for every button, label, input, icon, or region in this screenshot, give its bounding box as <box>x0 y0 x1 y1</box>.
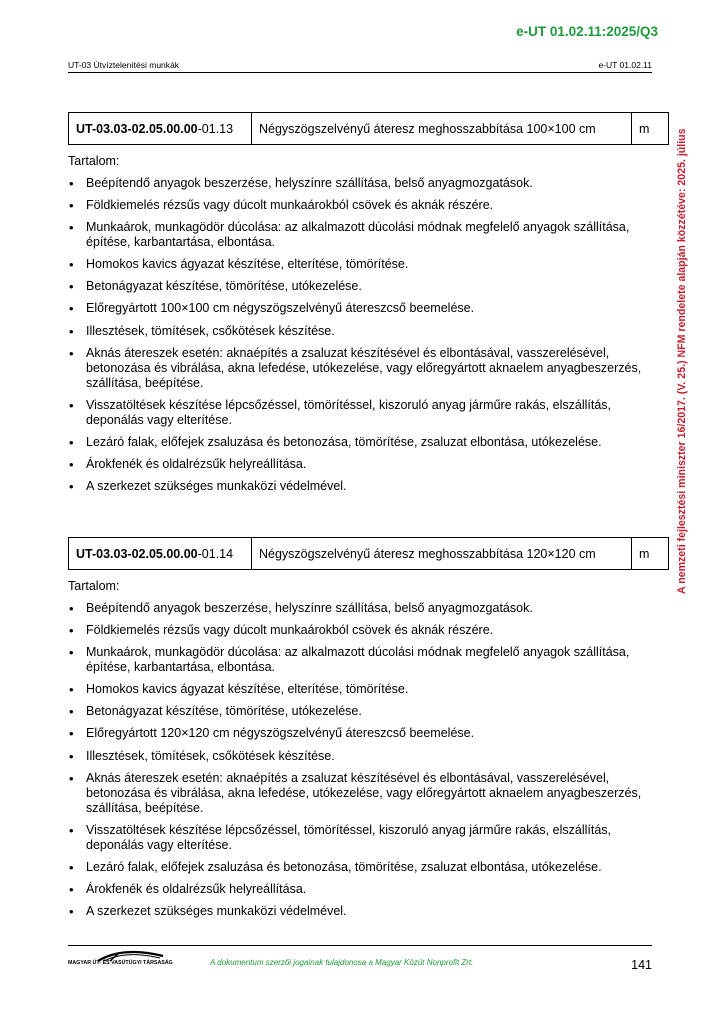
list-item: • Visszatöltések készítése lépcsőzéssel, tömörítéssel, kiszoruló anyag járműre rakás, elszállítás, deponálás vagy elterítése. <box>68 398 658 428</box>
item-code-bold: UT-03.03-02.05.00.00 <box>76 121 198 136</box>
list-item: • Aknás átereszek esetén: aknaépítés a zsaluzat készítésével és elbontásával, vasszerelésével, betonozása és vibrálása, akna lefedése, utókezelése, vagy előregyártott aknaelem anyagbeszerzés, szállítása, beépítése. <box>68 346 658 391</box>
item-code-suffix: -01.14 <box>197 546 234 561</box>
page-number: 141 <box>631 958 652 972</box>
document-code: e-UT 01.02.11:2025/Q3 <box>516 24 658 39</box>
list-item: • A szerkezet szükséges munkaközi védelmével. <box>68 904 658 919</box>
footer-divider <box>68 945 652 946</box>
list-item: • Homokos kavics ágyazat készítése, elterítése, tömörítése. <box>68 257 658 272</box>
list-item: • Illesztések, tömítések, csőkötések készítése. <box>68 324 658 339</box>
list-item: • Betonágyazat készítése, tömörítése, utókezelése. <box>68 279 658 294</box>
content-list-1 <box>68 176 658 501</box>
list-item: • Illesztések, tömítések, csőkötések készítése. <box>68 749 658 764</box>
item-code-bold: UT-03.03-02.05.00.00 <box>76 546 198 561</box>
chapter-header: UT-03 Útvíztelenítési munkák <box>68 60 180 70</box>
item-description: Négyszögszelvényű áteresz meghosszabbítása 100×100 cm <box>252 113 632 145</box>
list-item: • Munkaárok, munkagödör dúcolása: az alkalmazott dúcolási módnak megfelelő anyagok szállítása, építése, karbantartása, elbontása. <box>68 220 658 250</box>
list-item: • Lezáró falak, előfejek zsaluzása és betonozása, tömörítése, zsaluzat elbontása, utókezelése. <box>68 435 658 450</box>
list-item: • Lezáró falak, előfejek zsaluzása és betonozása, tömörítése, zsaluzat elbontása, utókezelése. <box>68 860 658 875</box>
list-item: • Betonágyazat készítése, tömörítése, utókezelése. <box>68 704 658 719</box>
header-divider <box>68 72 652 73</box>
list-item: • Aknás átereszek esetén: aknaépítés a zsaluzat készítésével és elbontásával, vasszerelésével, betonozása és vibrálása, akna lefedése, utókezelése, vagy előregyártott aknaelem anyagbeszerzés, szállítása, beépítése. <box>68 771 658 816</box>
list-item: • Visszatöltések készítése lépcsőzéssel, tömörítéssel, kiszoruló anyag járműre rakás, elszállítás, deponálás vagy elterítése. <box>68 823 658 853</box>
copyright-note: A dokumentum szerzői jogainak tulajdonosa a Magyar Közút Nonprofit Zrt. <box>210 958 474 967</box>
item-code-suffix: -01.13 <box>197 121 234 136</box>
item-unit: m <box>632 113 669 145</box>
document-ref-header: e-UT 01.02.11 <box>598 60 652 70</box>
content-label: Tartalom: <box>68 579 120 593</box>
content-list-2 <box>68 601 658 926</box>
list-item: • Földkiemelés rézsűs vagy dúcolt munkaárokból csövek és aknák részére. <box>68 198 658 213</box>
society-logo <box>68 948 183 970</box>
content-label: Tartalom: <box>68 154 120 168</box>
list-item: • Előregyártott 120×120 cm négyszögszelvényű átereszcső beemelése. <box>68 726 658 741</box>
logo-text: MAGYAR ÚT- ÉS VASÚTÜGYI TÁRSASÁG <box>68 960 173 966</box>
list-item: • Beépítendő anyagok beszerzése, helyszínre szállítása, belső anyagmozgatások. <box>68 601 658 616</box>
item-code <box>69 113 252 145</box>
item-unit: m <box>632 538 669 570</box>
list-item: • Árokfenék és oldalrézsűk helyreállítása. <box>68 457 658 472</box>
item-table-2 <box>68 537 669 570</box>
list-item: • Munkaárok, munkagödör dúcolása: az alkalmazott dúcolási módnak megfelelő anyagok szállítása, építése, karbantartása, elbontása. <box>68 645 658 675</box>
list-item: • Előregyártott 100×100 cm négyszögszelvényű átereszcső beemelése. <box>68 301 658 316</box>
list-item: • A szerkezet szükséges munkaközi védelmével. <box>68 479 658 494</box>
publication-note: A nemzeti fejlesztési miniszter 16/2017. (V. 25.) NFM rendelete alapján közzétéve: 2025. július <box>676 128 688 594</box>
item-code <box>69 538 252 570</box>
list-item: • Árokfenék és oldalrézsűk helyreállítása. <box>68 882 658 897</box>
list-item: • Földkiemelés rézsűs vagy dúcolt munkaárokból csövek és aknák részére. <box>68 623 658 638</box>
list-item: • Beépítendő anyagok beszerzése, helyszínre szállítása, belső anyagmozgatások. <box>68 176 658 191</box>
list-item: • Homokos kavics ágyazat készítése, elterítése, tömörítése. <box>68 682 658 697</box>
item-description: Négyszögszelvényű áteresz meghosszabbítása 120×120 cm <box>252 538 632 570</box>
item-table-1 <box>68 112 669 145</box>
